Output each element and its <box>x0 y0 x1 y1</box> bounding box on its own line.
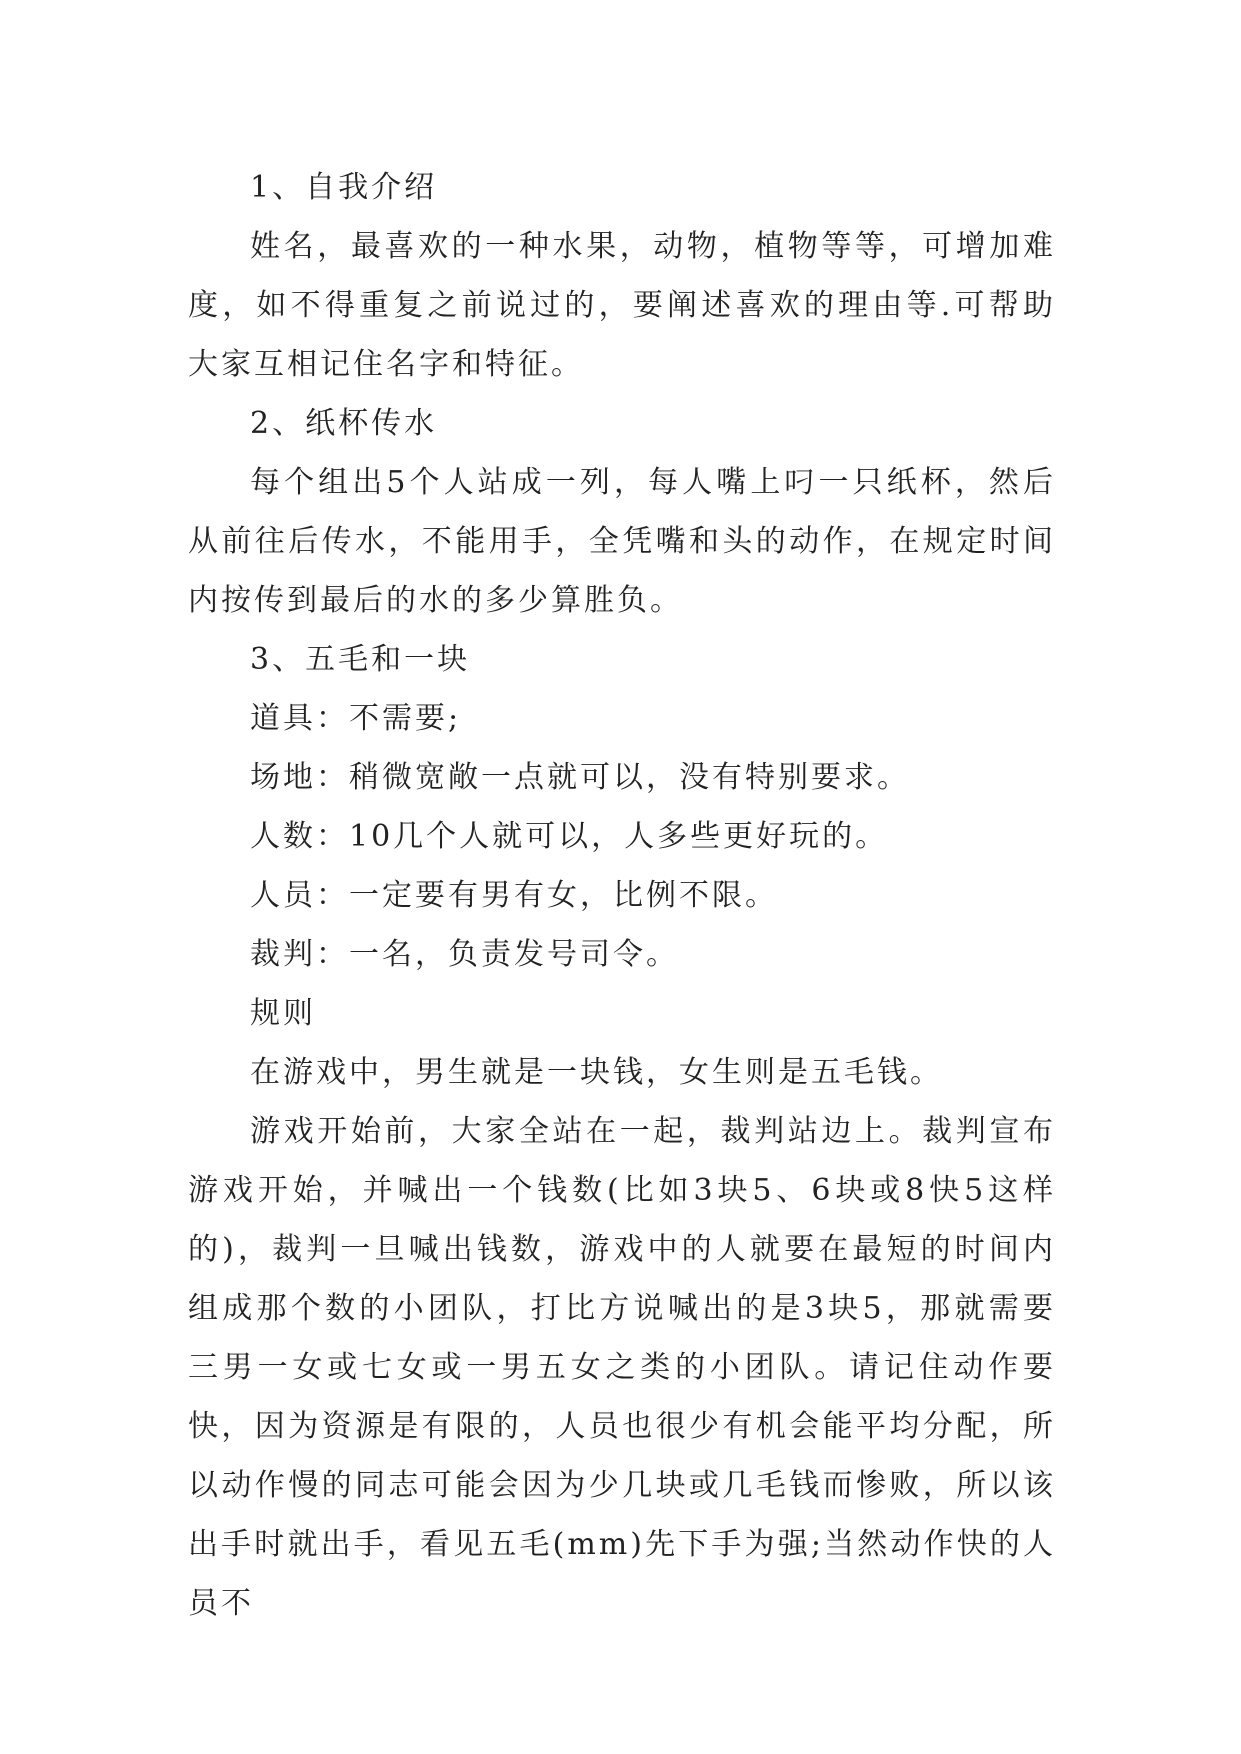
heading-rules: 规则 <box>250 996 316 1031</box>
heading-paper-cup-water: 2、纸杯传水 <box>250 406 438 441</box>
paragraph-venue: 场地：稍微宽敞一点就可以，没有特别要求。 <box>250 760 910 795</box>
paragraph-referee: 裁判：一名，负责发号司令。 <box>250 937 679 972</box>
paragraph-player-count: 人数：10几个人就可以，人多些更好玩的。 <box>250 819 889 854</box>
document-body <box>188 158 1056 1633</box>
paragraph-players: 人员：一定要有男有女，比例不限。 <box>250 878 778 913</box>
paragraph-self-introduction: 姓名，最喜欢的一种水果，动物，植物等等，可增加难度，如不得重复之前说过的，要阐述喜欢的理由等.可帮助大家互相记住名字和特征。 <box>188 229 1056 382</box>
heading-self-introduction: 1、自我介绍 <box>250 170 438 205</box>
paragraph-props: 道具：不需要; <box>250 701 462 736</box>
paragraph-rules-gameplay: 游戏开始前，大家全站在一起，裁判站边上。裁判宣布游戏开始，并喊出一个钱数(比如3块5、6块或8快5这样的)，裁判一旦喊出钱数，游戏中的人就要在最短的时间内组成那个数的小团队，打比方说喊出的是3块5，那就需要三男一女或七女或一男五女之类的小团队。请记住动作要快，因为资源是有限的，人员也很少有机会能平均分配，所以动作慢的同志可能会因为少几块或几毛钱而惨败，所以该出手时就出手，看见五毛(mm)先下手为强;当然动作快的人员不 <box>188 1114 1056 1621</box>
paragraph-paper-cup-water: 每个组出5个人站成一列，每人嘴上叼一只纸杯，然后从前往后传水，不能用手，全凭嘴和头的动作，在规定时间内按传到最后的水的多少算胜负。 <box>188 465 1056 618</box>
paragraph-rules-values: 在游戏中，男生就是一块钱，女生则是五毛钱。 <box>250 1055 943 1090</box>
heading-five-jiao-one-kuai: 3、五毛和一块 <box>250 642 471 677</box>
